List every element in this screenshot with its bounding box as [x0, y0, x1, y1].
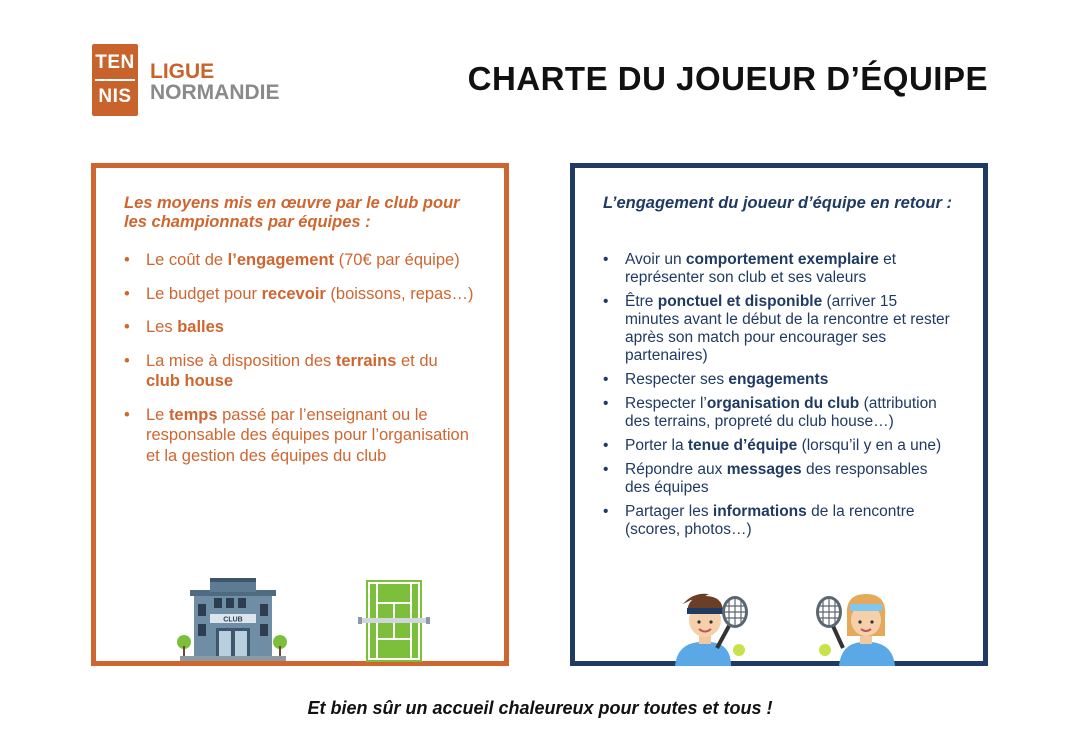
club-means-list — [124, 250, 476, 479]
tennis-logo-mark — [92, 44, 138, 116]
player-commitment-list — [603, 251, 955, 545]
male-tennis-player-icon — [669, 586, 757, 666]
logo-text-nis: NIS — [98, 86, 132, 107]
list-item: • Avoir un comportement exemplaire et représenter son club et ses valeurs — [603, 251, 897, 286]
list-item: • Le temps passé par l’enseignant ou le responsable des équipes pour l’organisation et la gestion des équipes du club — [124, 405, 469, 465]
player-commitment-panel — [570, 163, 988, 666]
list-item: • Respecter l’organisation du club (attribution des terrains, propreté du club house…) — [603, 395, 937, 430]
list-item: • Les balles — [124, 318, 224, 336]
club-means-heading: Les moyens mis en œuvre par le club pour les championnats par équipes : — [124, 194, 460, 231]
logo-text-ten: TEN — [95, 52, 135, 73]
female-tennis-player-icon — [813, 586, 901, 666]
logo-ligue: LIGUE — [150, 60, 215, 83]
club-sign-text: CLUB — [223, 616, 243, 624]
list-item: • Partager les informations de la rencontre (scores, photos…) — [603, 503, 915, 538]
list-item: • Répondre aux messages des responsables des équipes — [603, 461, 928, 496]
logo-normandie: NORMANDIE — [150, 81, 280, 104]
club-house-icon — [174, 576, 292, 664]
list-item: • Être ponctuel et disponible (arriver 15 minutes avant le début de la rencontre et rester après son match pour encourager ses partenaires) — [603, 293, 950, 364]
list-item: • Le budget pour recevoir (boissons, repas…) — [124, 284, 474, 303]
logo-wordmark — [150, 61, 280, 103]
list-item: • La mise à disposition des terrains et du club house — [124, 351, 438, 390]
list-item: • Respecter ses engagements — [603, 371, 829, 388]
page-title: CHARTE DU JOUEUR D’ÉQUIPE — [467, 60, 988, 97]
footer-message: Et bien sûr un accueil chaleureux pour toutes et tous ! — [307, 698, 773, 718]
list-item: • Le coût de l’engagement (70€ par équipe) — [124, 251, 460, 269]
club-means-panel — [91, 163, 509, 666]
tennis-court-icon — [358, 578, 430, 664]
list-item: • Porter la tenue d’équipe (lorsqu’il y en a une) — [603, 437, 942, 454]
player-commitment-heading: L’engagement du joueur d’équipe en retour : — [603, 194, 952, 212]
